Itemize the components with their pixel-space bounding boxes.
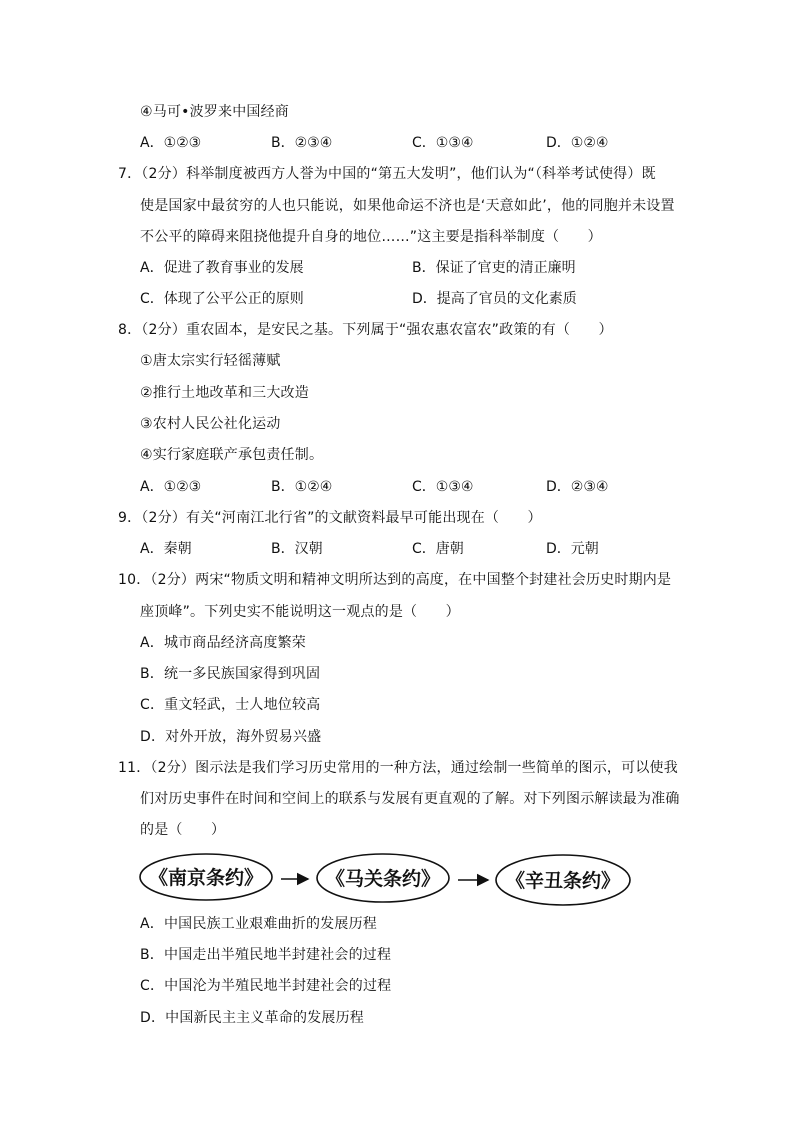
q10-option-a: A．城市商品经济高度繁荣 (140, 635, 306, 651)
q6-options (140, 133, 660, 153)
q9-options (140, 539, 660, 559)
q8-item-1: ①唐太宗实行轻徭薄赋 (140, 353, 281, 369)
q9-option-b: B．汉朝 (271, 541, 323, 557)
q7-stem-line-2: 使是国家中最贫穷的人也只能说，如果他命运不济也是‘天意如此’，他的同胞并未设置 (140, 198, 675, 214)
q7-options-row-2 (140, 289, 660, 309)
q11-option-d: D．中国新民主主义革命的发展历程 (140, 1010, 364, 1026)
q8-options (140, 477, 660, 497)
q11-option-a: A．中国民族工业艰难曲折的发展历程 (140, 916, 377, 932)
q8-option-b: B．①②④ (271, 479, 333, 495)
q6-item-4: ④马可•波罗来中国经商 (140, 104, 290, 120)
q10-option-d: D．对外开放，海外贸易兴盛 (140, 729, 322, 745)
q6-option-b: B．②③④ (271, 135, 333, 151)
boxer-protocol-label: 《辛丑条约》 (505, 870, 621, 892)
q8-item-2: ②推行土地改革和三大改造 (140, 385, 309, 401)
q7-stem-line-1: 7．（2分）科举制度被西方人誉为中国的“第五大发明”，他们认为“（科举考试使得）既 (118, 166, 656, 182)
q11-stem-line-3: 的是（ ） (140, 822, 226, 838)
q10-option-c: C．重文轻武，士人地位较高 (140, 697, 321, 713)
q8-stem: 8．（2分）重农固本，是安民之基。下列属于“强农惠农富农”政策的有（ ） (118, 322, 613, 338)
q7-options-row-1 (140, 258, 660, 278)
q11-option-b: B．中国走出半殖民地半封建社会的过程 (140, 947, 392, 963)
q8-item-3: ③农村人民公社化运动 (140, 416, 281, 432)
q8-option-d: D．②③④ (546, 479, 609, 495)
q11-stem-line-2: 们对历史事件在时间和空间上的联系与发展有更直观的了解。对下列图示解读最为准确 (140, 791, 680, 807)
q6-option-d: D．①②④ (546, 135, 609, 151)
q10-stem-line-2: 座顶峰”。下列史实不能说明这一观点的是（ ） (140, 604, 460, 620)
q7-option-d: D．提高了官员的文化素质 (412, 291, 577, 307)
q7-option-c: C．体现了公平公正的原则 (140, 291, 304, 307)
q6-option-a: A．①②③ (140, 135, 202, 151)
q9-option-d: D．元朝 (546, 541, 599, 557)
q8-option-a: A．①②③ (140, 479, 202, 495)
q9-option-c: C．唐朝 (412, 541, 464, 557)
q8-option-c: C．①③④ (412, 479, 474, 495)
shimonoseki-treaty-label: 《马关条约》 (325, 868, 441, 890)
treaty-flow-diagram (138, 850, 638, 912)
q7-stem-line-3: 不公平的障碍来阻挠他提升自身的地位……”这主要是指科举制度（ ） (140, 229, 602, 245)
q7-option-b: B．保证了官吏的清正廉明 (412, 260, 576, 276)
q8-item-4: ④实行家庭联产承包责任制。 (140, 447, 324, 463)
q10-stem-line-1: 10．（2分）两宋“物质文明和精神文明所达到的高度，在中国整个封建社会历史时期内是 (118, 572, 672, 588)
q11-option-c: C．中国沦为半殖民地半封建社会的过程 (140, 978, 392, 994)
q7-option-a: A．促进了教育事业的发展 (140, 260, 304, 276)
q11-stem-line-1: 11．（2分）图示法是我们学习历史常用的一种方法，通过绘制一些简单的图示，可以使我 (118, 760, 678, 776)
q10-option-b: B．统一多民族国家得到巩固 (140, 666, 321, 682)
nanjing-treaty-label: 《南京条约》 (148, 867, 264, 889)
q9-stem: 9．（2分）有关“河南江北行省”的文献资料最早可能出现在（ ） (118, 510, 542, 526)
q9-option-a: A．秦朝 (140, 541, 192, 557)
q6-option-c: C．①③④ (412, 135, 474, 151)
